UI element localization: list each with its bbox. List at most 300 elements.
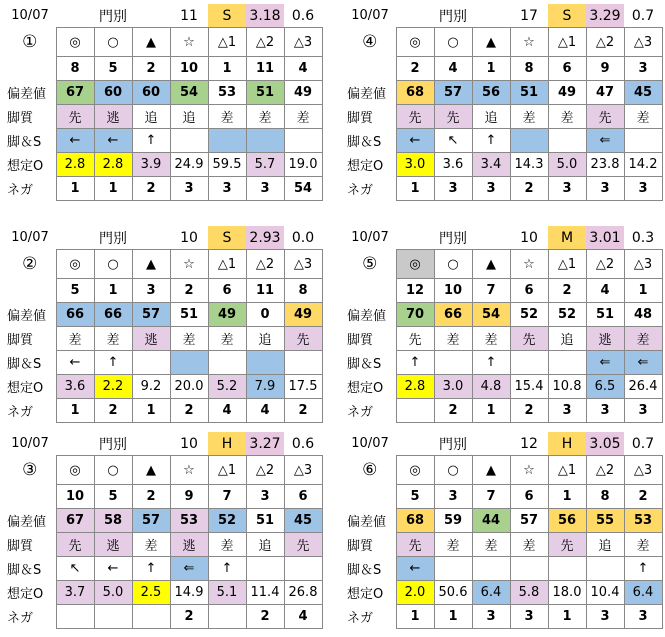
running-style: 差 <box>510 105 548 129</box>
expected-odds: 14.2 <box>624 153 662 177</box>
label-kyakushitsu: 脚質 <box>347 333 374 348</box>
running-style: 先 <box>396 533 434 557</box>
race-grade: S <box>208 226 246 250</box>
horse-number: 9 <box>586 57 624 81</box>
mark-symbol: ○ <box>94 250 132 279</box>
panel-number: ③ <box>22 460 38 480</box>
race-diff: 0.7 <box>631 7 655 24</box>
horse-number: 7 <box>472 485 510 509</box>
running-style: 差 <box>208 105 246 129</box>
style-arrow <box>434 351 472 375</box>
deviation-value: 51 <box>246 509 284 533</box>
race-date: 10/07 <box>11 230 49 246</box>
mark-symbol: △3 <box>284 456 322 485</box>
running-style: 差 <box>472 533 510 557</box>
nega-value: 3 <box>208 177 246 201</box>
running-style: 差 <box>246 105 284 129</box>
label-kyaku_s: 脚＆S <box>7 135 42 150</box>
horse-number: 6 <box>510 485 548 509</box>
deviation-value: 44 <box>472 509 510 533</box>
deviation-value: 57 <box>132 303 170 327</box>
nega-value <box>132 605 170 629</box>
nega-value: 2 <box>170 399 208 423</box>
running-style: 先 <box>586 105 624 129</box>
horse-number: 11 <box>246 279 284 303</box>
label-kyakushitsu: 脚質 <box>347 539 374 554</box>
nega-value: 3 <box>586 605 624 629</box>
running-style: 追 <box>132 105 170 129</box>
label-hensachi: 偏差値 <box>347 515 387 530</box>
expected-odds: 3.6 <box>434 153 472 177</box>
nega-value: 2 <box>510 399 548 423</box>
horse-number: 8 <box>510 57 548 81</box>
horse-number: 3 <box>132 279 170 303</box>
running-style: 差 <box>624 327 662 351</box>
spacer <box>472 226 510 250</box>
nega-value: 3 <box>246 177 284 201</box>
nega-value: 4 <box>284 605 322 629</box>
nega-value <box>208 605 246 629</box>
panel-number: ⑥ <box>362 460 378 480</box>
style-arrow: ← <box>396 557 434 581</box>
deviation-value: 56 <box>472 81 510 105</box>
running-style: 差 <box>284 105 322 129</box>
label-hensachi: 偏差値 <box>7 309 47 324</box>
style-arrow: ↑ <box>208 557 246 581</box>
mark-symbol: △1 <box>548 28 586 57</box>
horse-number: 5 <box>56 279 94 303</box>
nega-value: 1 <box>56 177 94 201</box>
spacer <box>132 432 170 456</box>
running-style: 差 <box>208 327 246 351</box>
race-diff: 0.6 <box>291 435 315 452</box>
mark-symbol: △1 <box>548 250 586 279</box>
style-arrow <box>472 557 510 581</box>
deviation-value: 45 <box>624 81 662 105</box>
label-kyaku_s: 脚＆S <box>347 357 382 372</box>
expected-odds: 3.0 <box>434 375 472 399</box>
mark-symbol: ◎ <box>56 250 94 279</box>
style-arrow <box>434 557 472 581</box>
label-kyaku_s: 脚＆S <box>7 563 42 578</box>
nega-value: 3 <box>548 177 586 201</box>
expected-odds: 4.8 <box>472 375 510 399</box>
deviation-value: 56 <box>548 509 586 533</box>
nega-value: 1 <box>132 399 170 423</box>
mark-symbol: ▲ <box>132 28 170 57</box>
deviation-value: 53 <box>170 509 208 533</box>
expected-odds: 3.0 <box>396 153 434 177</box>
mark-symbol: △3 <box>624 456 662 485</box>
horse-number: 3 <box>624 57 662 81</box>
race-panel-6 <box>344 432 663 629</box>
mark-symbol: ◎ <box>396 28 434 57</box>
expected-odds: 5.0 <box>94 581 132 605</box>
nega-value <box>396 399 434 423</box>
race-panel-1 <box>4 4 323 201</box>
horse-number: 8 <box>284 279 322 303</box>
horse-number: 7 <box>472 279 510 303</box>
nega-value: 3 <box>548 399 586 423</box>
expected-odds: 3.4 <box>472 153 510 177</box>
deviation-value: 51 <box>586 303 624 327</box>
style-arrow: ← <box>94 129 132 153</box>
running-style: 差 <box>94 327 132 351</box>
horse-number: 6 <box>208 279 246 303</box>
horse-number: 12 <box>396 279 434 303</box>
label-hensachi: 偏差値 <box>347 309 387 324</box>
running-style: 追 <box>548 327 586 351</box>
style-arrow: ← <box>94 557 132 581</box>
race-panel-4 <box>344 226 663 423</box>
mark-symbol: ◎ <box>396 250 434 279</box>
venue-name: 門別 <box>439 230 467 247</box>
label-hensachi: 偏差値 <box>347 87 387 102</box>
expected-odds: 14.3 <box>510 153 548 177</box>
race-diff: 0.7 <box>631 435 655 452</box>
mark-symbol: ▲ <box>472 456 510 485</box>
style-arrow <box>246 557 284 581</box>
expected-odds: 50.6 <box>434 581 472 605</box>
expected-odds: 2.2 <box>94 375 132 399</box>
nega-value <box>56 605 94 629</box>
running-style: 差 <box>434 327 472 351</box>
style-arrow <box>246 129 284 153</box>
running-style: 追 <box>246 327 284 351</box>
expected-odds: 6.4 <box>472 581 510 605</box>
horse-number: 1 <box>208 57 246 81</box>
expected-odds: 2.5 <box>132 581 170 605</box>
deviation-value: 70 <box>396 303 434 327</box>
deviation-value: 54 <box>170 81 208 105</box>
style-arrow <box>510 557 548 581</box>
style-arrow <box>208 351 246 375</box>
deviation-value: 51 <box>170 303 208 327</box>
style-arrow: ↑ <box>132 557 170 581</box>
expected-odds: 19.0 <box>284 153 322 177</box>
spacer <box>56 226 94 250</box>
mark-symbol: ◎ <box>56 28 94 57</box>
venue-name: 門別 <box>99 230 127 247</box>
panel-number: ① <box>22 32 38 52</box>
style-arrow: ⇐ <box>170 557 208 581</box>
running-style: 差 <box>434 533 472 557</box>
horse-number: 4 <box>284 57 322 81</box>
nega-value: 4 <box>246 399 284 423</box>
horse-number: 5 <box>94 57 132 81</box>
mark-symbol: ○ <box>434 28 472 57</box>
nega-value: 3 <box>434 177 472 201</box>
race-score: 3.29 <box>586 4 624 28</box>
race-number: 12 <box>520 435 538 452</box>
running-style: 追 <box>586 533 624 557</box>
running-style: 先 <box>284 533 322 557</box>
expected-odds: 5.2 <box>208 375 246 399</box>
mark-symbol: ☆ <box>510 456 548 485</box>
mark-symbol: △2 <box>246 456 284 485</box>
mark-symbol: ☆ <box>510 250 548 279</box>
style-arrow <box>284 129 322 153</box>
running-style: 逃 <box>94 533 132 557</box>
panel-number: ⑤ <box>362 254 378 274</box>
style-arrow <box>586 557 624 581</box>
running-style: 差 <box>472 327 510 351</box>
running-style: 逃 <box>586 327 624 351</box>
running-style: 差 <box>170 327 208 351</box>
style-arrow: ← <box>396 129 434 153</box>
race-grade: H <box>548 432 586 456</box>
style-arrow <box>624 129 662 153</box>
running-style: 先 <box>284 327 322 351</box>
race-grade: S <box>548 4 586 28</box>
venue-name: 門別 <box>439 8 467 25</box>
race-score: 3.27 <box>246 432 284 456</box>
style-arrow: ↑ <box>624 557 662 581</box>
expected-odds: 23.8 <box>586 153 624 177</box>
nega-value: 2 <box>434 399 472 423</box>
deviation-value: 51 <box>510 81 548 105</box>
deviation-value: 53 <box>624 509 662 533</box>
horse-number: 7 <box>208 485 246 509</box>
deviation-value: 45 <box>284 509 322 533</box>
deviation-value: 47 <box>586 81 624 105</box>
race-panel-3 <box>4 226 323 423</box>
label-hensachi: 偏差値 <box>7 515 47 530</box>
style-arrow <box>510 129 548 153</box>
style-arrow: ↖ <box>56 557 94 581</box>
horse-number: 2 <box>396 57 434 81</box>
expected-odds: 5.0 <box>548 153 586 177</box>
label-soutei: 想定O <box>7 159 44 174</box>
running-style: 差 <box>56 327 94 351</box>
horse-number: 10 <box>56 485 94 509</box>
deviation-value: 66 <box>94 303 132 327</box>
race-date: 10/07 <box>351 8 389 24</box>
deviation-value: 49 <box>284 81 322 105</box>
mark-symbol: △2 <box>586 250 624 279</box>
race-number: 17 <box>520 7 538 24</box>
mark-symbol: △3 <box>624 250 662 279</box>
deviation-value: 53 <box>208 81 246 105</box>
running-style: 追 <box>472 105 510 129</box>
race-number: 10 <box>180 435 198 452</box>
style-arrow: ↑ <box>396 351 434 375</box>
venue-name: 門別 <box>99 8 127 25</box>
style-arrow <box>548 129 586 153</box>
horse-number: 2 <box>624 485 662 509</box>
label-nega: ネガ <box>347 405 374 420</box>
nega-value: 1 <box>396 605 434 629</box>
nega-value: 4 <box>208 399 246 423</box>
race-date: 10/07 <box>11 8 49 24</box>
deviation-value: 0 <box>246 303 284 327</box>
running-style: 先 <box>434 105 472 129</box>
expected-odds: 14.9 <box>170 581 208 605</box>
style-arrow: ↑ <box>132 129 170 153</box>
style-arrow: ↑ <box>472 129 510 153</box>
expected-odds: 5.8 <box>510 581 548 605</box>
nega-value: 3 <box>510 605 548 629</box>
mark-symbol: ○ <box>94 28 132 57</box>
label-nega: ネガ <box>347 611 374 626</box>
race-number: 11 <box>180 7 198 24</box>
mark-symbol: △1 <box>208 456 246 485</box>
horse-number: 6 <box>284 485 322 509</box>
expected-odds: 59.5 <box>208 153 246 177</box>
label-nega: ネガ <box>7 611 34 626</box>
style-arrow <box>548 557 586 581</box>
nega-value: 1 <box>94 177 132 201</box>
running-style: 先 <box>510 327 548 351</box>
nega-value: 2 <box>284 399 322 423</box>
running-style: 逃 <box>94 105 132 129</box>
mark-symbol: ☆ <box>170 250 208 279</box>
mark-symbol: ▲ <box>472 28 510 57</box>
mark-symbol: △3 <box>284 28 322 57</box>
style-arrow: ← <box>56 129 94 153</box>
mark-symbol: △2 <box>586 28 624 57</box>
spacer <box>56 432 94 456</box>
mark-symbol: ○ <box>434 456 472 485</box>
race-diff: 0.0 <box>291 229 315 246</box>
deviation-value: 60 <box>94 81 132 105</box>
horse-number: 6 <box>548 57 586 81</box>
expected-odds: 18.0 <box>548 581 586 605</box>
mark-symbol: ☆ <box>170 456 208 485</box>
race-panel-5 <box>4 432 323 629</box>
deviation-value: 68 <box>396 509 434 533</box>
expected-odds: 17.5 <box>284 375 322 399</box>
mark-symbol: ☆ <box>170 28 208 57</box>
venue-name: 門別 <box>99 436 127 453</box>
spacer <box>396 432 434 456</box>
label-kyaku_s: 脚＆S <box>347 563 382 578</box>
spacer <box>472 4 510 28</box>
race-grade: S <box>208 4 246 28</box>
mark-symbol: △1 <box>208 250 246 279</box>
nega-value: 1 <box>548 605 586 629</box>
style-arrow <box>170 351 208 375</box>
running-style: 逃 <box>170 533 208 557</box>
running-style: 先 <box>56 105 94 129</box>
style-arrow <box>510 351 548 375</box>
mark-symbol: ▲ <box>132 456 170 485</box>
running-style: 差 <box>208 533 246 557</box>
race-score: 3.01 <box>586 226 624 250</box>
expected-odds: 3.7 <box>56 581 94 605</box>
nega-value: 1 <box>472 399 510 423</box>
label-soutei: 想定O <box>7 587 44 602</box>
deviation-value: 66 <box>56 303 94 327</box>
mark-symbol: ○ <box>434 250 472 279</box>
expected-odds: 10.4 <box>586 581 624 605</box>
spacer <box>4 57 56 81</box>
mark-symbol: △1 <box>208 28 246 57</box>
style-arrow <box>132 351 170 375</box>
nega-value: 2 <box>132 177 170 201</box>
mark-symbol: △2 <box>246 28 284 57</box>
venue-name: 門別 <box>439 436 467 453</box>
horse-number: 9 <box>170 485 208 509</box>
label-nega: ネガ <box>7 405 34 420</box>
nega-value: 3 <box>586 177 624 201</box>
mark-symbol: ▲ <box>132 250 170 279</box>
deviation-value: 52 <box>510 303 548 327</box>
style-arrow <box>548 351 586 375</box>
panel-number: ② <box>22 254 38 274</box>
expected-odds: 9.2 <box>132 375 170 399</box>
deviation-value: 57 <box>132 509 170 533</box>
deviation-value: 55 <box>586 509 624 533</box>
mark-symbol: ◎ <box>396 456 434 485</box>
spacer <box>4 485 56 509</box>
horse-number: 5 <box>94 485 132 509</box>
race-number: 10 <box>520 229 538 246</box>
race-date: 10/07 <box>11 436 49 452</box>
nega-value: 3 <box>170 177 208 201</box>
running-style: 先 <box>396 327 434 351</box>
mark-symbol: ▲ <box>472 250 510 279</box>
horse-number: 6 <box>510 279 548 303</box>
race-date: 10/07 <box>351 230 389 246</box>
running-style: 追 <box>246 533 284 557</box>
label-kyakushitsu: 脚質 <box>347 111 374 126</box>
expected-odds: 2.0 <box>396 581 434 605</box>
nega-value: 2 <box>94 399 132 423</box>
style-arrow: ↑ <box>472 351 510 375</box>
expected-odds: 26.8 <box>284 581 322 605</box>
expected-odds: 2.8 <box>94 153 132 177</box>
deviation-value: 67 <box>56 509 94 533</box>
deviation-value: 59 <box>434 509 472 533</box>
horse-number: 4 <box>586 279 624 303</box>
horse-number: 1 <box>624 279 662 303</box>
style-arrow: ↑ <box>94 351 132 375</box>
expected-odds: 5.7 <box>246 153 284 177</box>
expected-odds: 5.1 <box>208 581 246 605</box>
running-style: 先 <box>396 105 434 129</box>
deviation-value: 51 <box>246 81 284 105</box>
label-kyaku_s: 脚＆S <box>347 135 382 150</box>
race-score: 2.93 <box>246 226 284 250</box>
horse-number: 10 <box>170 57 208 81</box>
mark-symbol: △1 <box>548 456 586 485</box>
race-diff: 0.6 <box>291 7 315 24</box>
label-kyakushitsu: 脚質 <box>7 539 34 554</box>
expected-odds: 20.0 <box>170 375 208 399</box>
label-hensachi: 偏差値 <box>7 87 47 102</box>
label-nega: ネガ <box>7 183 34 198</box>
running-style: 差 <box>510 533 548 557</box>
horse-number: 1 <box>548 485 586 509</box>
mark-symbol: ○ <box>94 456 132 485</box>
label-soutei: 想定O <box>347 159 384 174</box>
horse-number: 8 <box>56 57 94 81</box>
expected-odds: 2.8 <box>56 153 94 177</box>
horse-number: 8 <box>586 485 624 509</box>
style-arrow: ⇐ <box>586 351 624 375</box>
deviation-value: 52 <box>548 303 586 327</box>
expected-odds: 7.9 <box>246 375 284 399</box>
horse-number: 2 <box>132 57 170 81</box>
mark-symbol: △2 <box>586 456 624 485</box>
label-soutei: 想定O <box>347 381 384 396</box>
spacer <box>344 485 396 509</box>
label-soutei: 想定O <box>7 381 44 396</box>
style-arrow <box>170 129 208 153</box>
nega-value: 3 <box>472 177 510 201</box>
race-grade: H <box>208 432 246 456</box>
